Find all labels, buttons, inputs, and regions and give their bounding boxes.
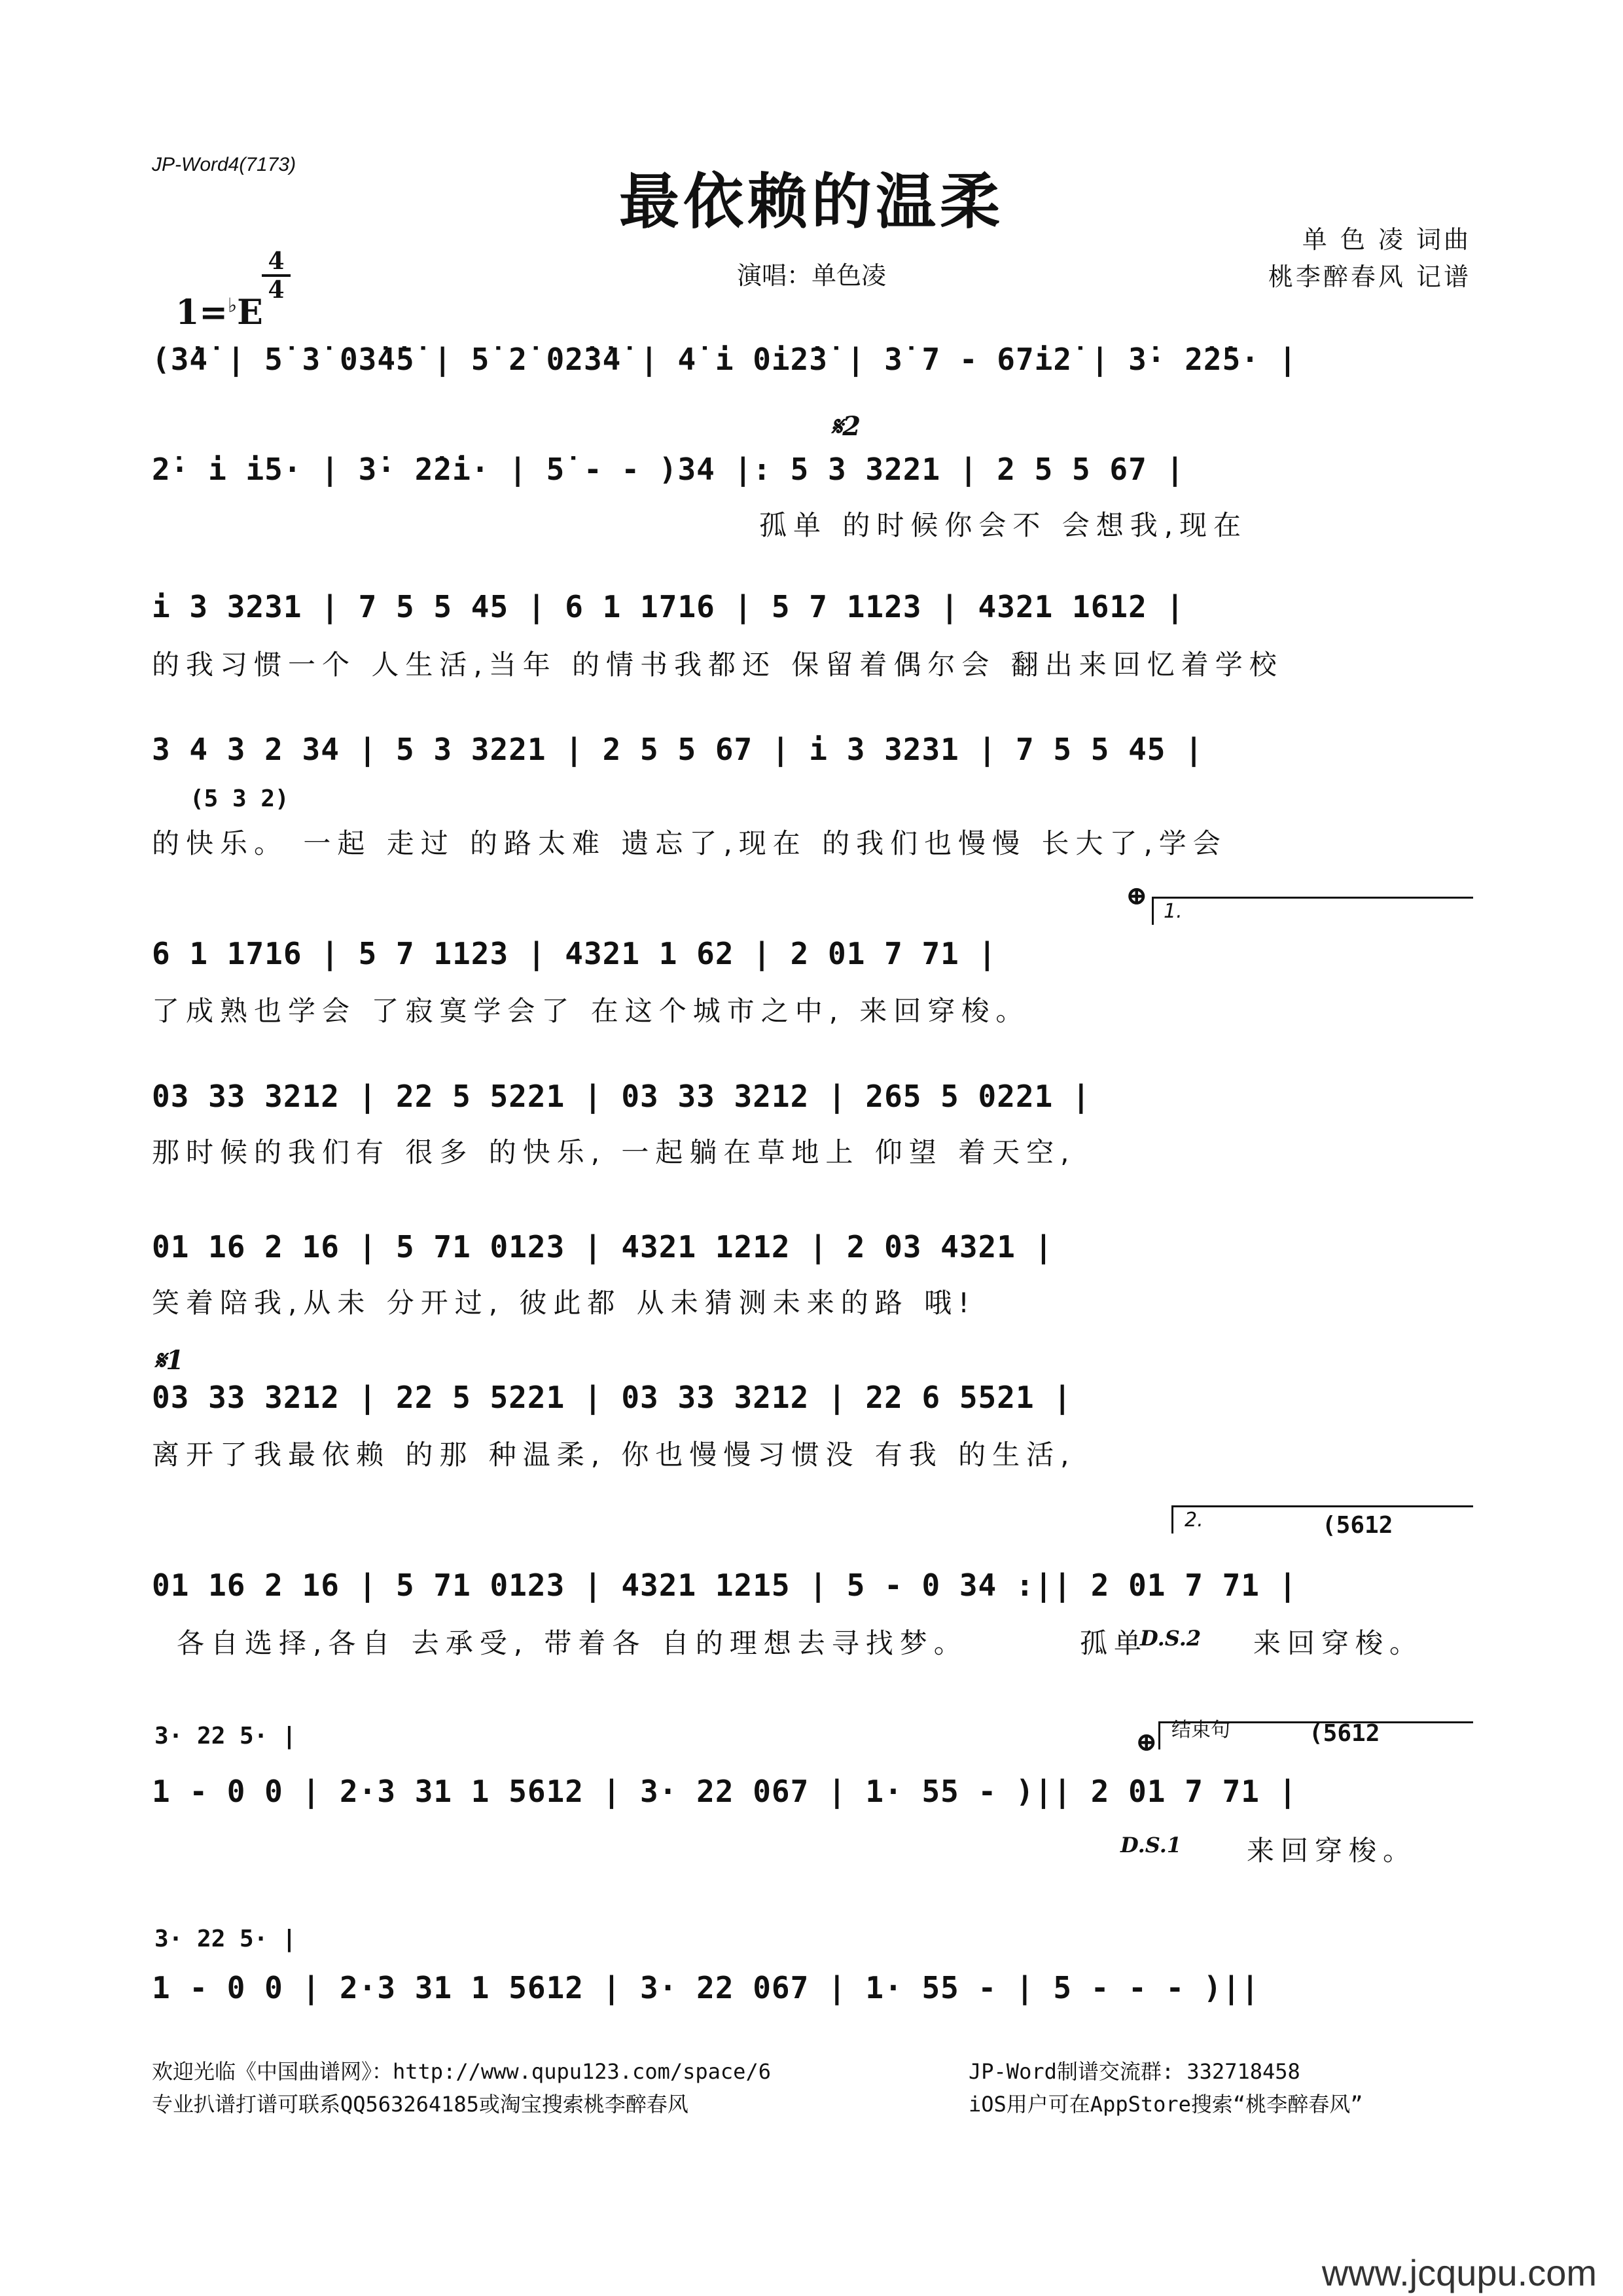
segno-1-mark: 𝄋1 <box>154 1345 185 1376</box>
segno-2-mark: 𝄋2 <box>831 411 861 442</box>
flat-sign: ♭ <box>227 294 238 317</box>
key-note: E <box>237 293 263 332</box>
ds1-mark: D.S.1 <box>1120 1833 1182 1857</box>
score-line-7-notes: 01 16 2 16 | 5 71 0123 | 4321 1212 | 2 03 4321 | <box>152 1229 1054 1265</box>
ending-label: 结束句 <box>1171 1719 1230 1742</box>
score-line-4-alt-notes: (5 3 2) <box>190 785 289 812</box>
key-signature <box>152 253 263 332</box>
score-line-2-lyrics: 孤单 的时候你会不 会想我,现在 <box>759 509 1248 541</box>
score-line-2-notes: 2̇· i i5· | 3̇· 2̇2̇i· | 5̇ - - )34 |: 5 3 3221 | 2 5 5 67 | <box>152 452 1185 487</box>
key-prefix: 1= <box>175 293 228 332</box>
score-line-9-notes: 01 16 2 16 | 5 71 0123 | 4321 1215 | 5 - 0 34 :|| 2 01 7 71 | <box>152 1568 1298 1603</box>
performer-label: 演唱：单色凌 <box>736 261 886 290</box>
score-line-10-upper-notes: 3· 22 5· | <box>154 1723 296 1749</box>
score-line-4-notes: 3 4 3 2 34 | 5 3 3221 | 2 5 5 67 | i 3 3231 | 7 5 5 45 | <box>152 732 1204 767</box>
volta-1-bracket <box>1152 897 1473 925</box>
score-line-8-lyrics: 离开了我最依赖 的那 种温柔, 你也慢慢习惯没 有我 的生活, <box>152 1439 1076 1471</box>
transcriber-credit: 桃李醉春风 记谱 <box>1268 262 1471 291</box>
score-line-11-notes: 1 - 0 0 | 2·3 31 1 5612 | 3· 22 067 | 1· 55 - | 5 - - - )|| <box>152 1970 1260 2005</box>
score-line-4-lyrics: 的快乐。 一起 走过 的路太难 遗忘了,现在 的我们也慢慢 长大了,学会 <box>152 827 1227 859</box>
time-bottom: 4 <box>268 276 285 304</box>
score-line-5-lyrics: 了成熟也学会 了寂寞学会了 在这个城市之中, 来回穿梭。 <box>152 995 1030 1027</box>
footer-appstore: iOS用户可在AppStore搜索“桃李醉春风” <box>969 2092 1363 2117</box>
watermark: www.jcqupu.com <box>1321 2252 1597 2293</box>
volta-2-label: 2. <box>1185 1509 1204 1532</box>
score-line-10-alt-notes: (5612 <box>1309 1720 1380 1747</box>
coda-mark-2: ⊕ <box>1135 1727 1158 1757</box>
ds2-mark: D.S.2 <box>1140 1626 1202 1651</box>
score-line-6-lyrics: 那时候的我们有 很多 的快乐, 一起躺在草地上 仰望 着天空, <box>152 1136 1076 1168</box>
score-line-9-lyrics-return: 孤单 <box>1080 1627 1149 1659</box>
score-line-9-lyrics-ending: 来回穿梭。 <box>1253 1627 1424 1659</box>
score-line-9-lyrics: 各自选择,各自 去承受, 带着各 自的理想去寻找梦。 <box>177 1627 968 1659</box>
score-line-3-lyrics: 的我习惯一个 人生活,当年 的情书我都还 保留着偶尔会 翻出来回忆着学校 <box>152 649 1283 681</box>
source-label: JP-Word4(7173) <box>152 154 296 175</box>
score-line-5-notes: 6 1 1716 | 5 7 1123 | 4321 1 62 | 2 01 7 71 | <box>152 936 997 971</box>
time-signature <box>262 249 291 302</box>
footer-group: JP-Word制谱交流群: 332718458 <box>969 2059 1300 2084</box>
score-line-10-lyrics: 来回穿梭。 <box>1247 1835 1418 1867</box>
song-title: 最依赖的温柔 <box>618 166 1004 237</box>
footer-contact: 专业扒谱打谱可联系QQ563264185或淘宝搜索桃李醉春风 <box>152 2092 688 2117</box>
score-line-10-notes: 1 - 0 0 | 2·3 31 1 5612 | 3· 22 067 | 1· 55 - )|| 2 01 7 71 | <box>152 1774 1298 1809</box>
score-line-3-notes: i 3 3231 | 7 5 5 45 | 6 1 1716 | 5 7 1123 | 4321 1612 | <box>152 589 1185 624</box>
footer-website: 欢迎光临《中国曲谱网》：http://www.qupu123.com/space/6 <box>152 2059 771 2084</box>
score-line-9-alt-notes: (5612 <box>1322 1512 1393 1539</box>
volta-1-label: 1. <box>1164 900 1183 923</box>
score-line-1-notes: (3̇4̇ | 5̇ 3̇ 03̇4̇5̇ | 5̇ 2̇ 02̇3̇4̇ | 4̇ i 0i2̇3̇ | 3̇ 7 - 67i2̇ | 3̇· 2̇2̇5· | <box>152 342 1298 377</box>
score-line-11-upper-notes: 3· 22 5· | <box>154 1926 296 1952</box>
coda-mark: ⊕ <box>1126 880 1148 911</box>
composer-credit: 单 色 凌 词曲 <box>1302 225 1471 254</box>
score-line-6-notes: 03 33 3212 | 22 5 5221 | 03 33 3212 | 265 5 0221 | <box>152 1079 1091 1114</box>
time-top: 4 <box>268 247 285 275</box>
score-line-8-notes: 03 33 3212 | 22 5 5221 | 03 33 3212 | 22 6 5521 | <box>152 1380 1073 1415</box>
score-line-7-lyrics: 笑着陪我,从未 分开过, 彼此都 从未猜测未来的路 哦! <box>152 1287 976 1319</box>
